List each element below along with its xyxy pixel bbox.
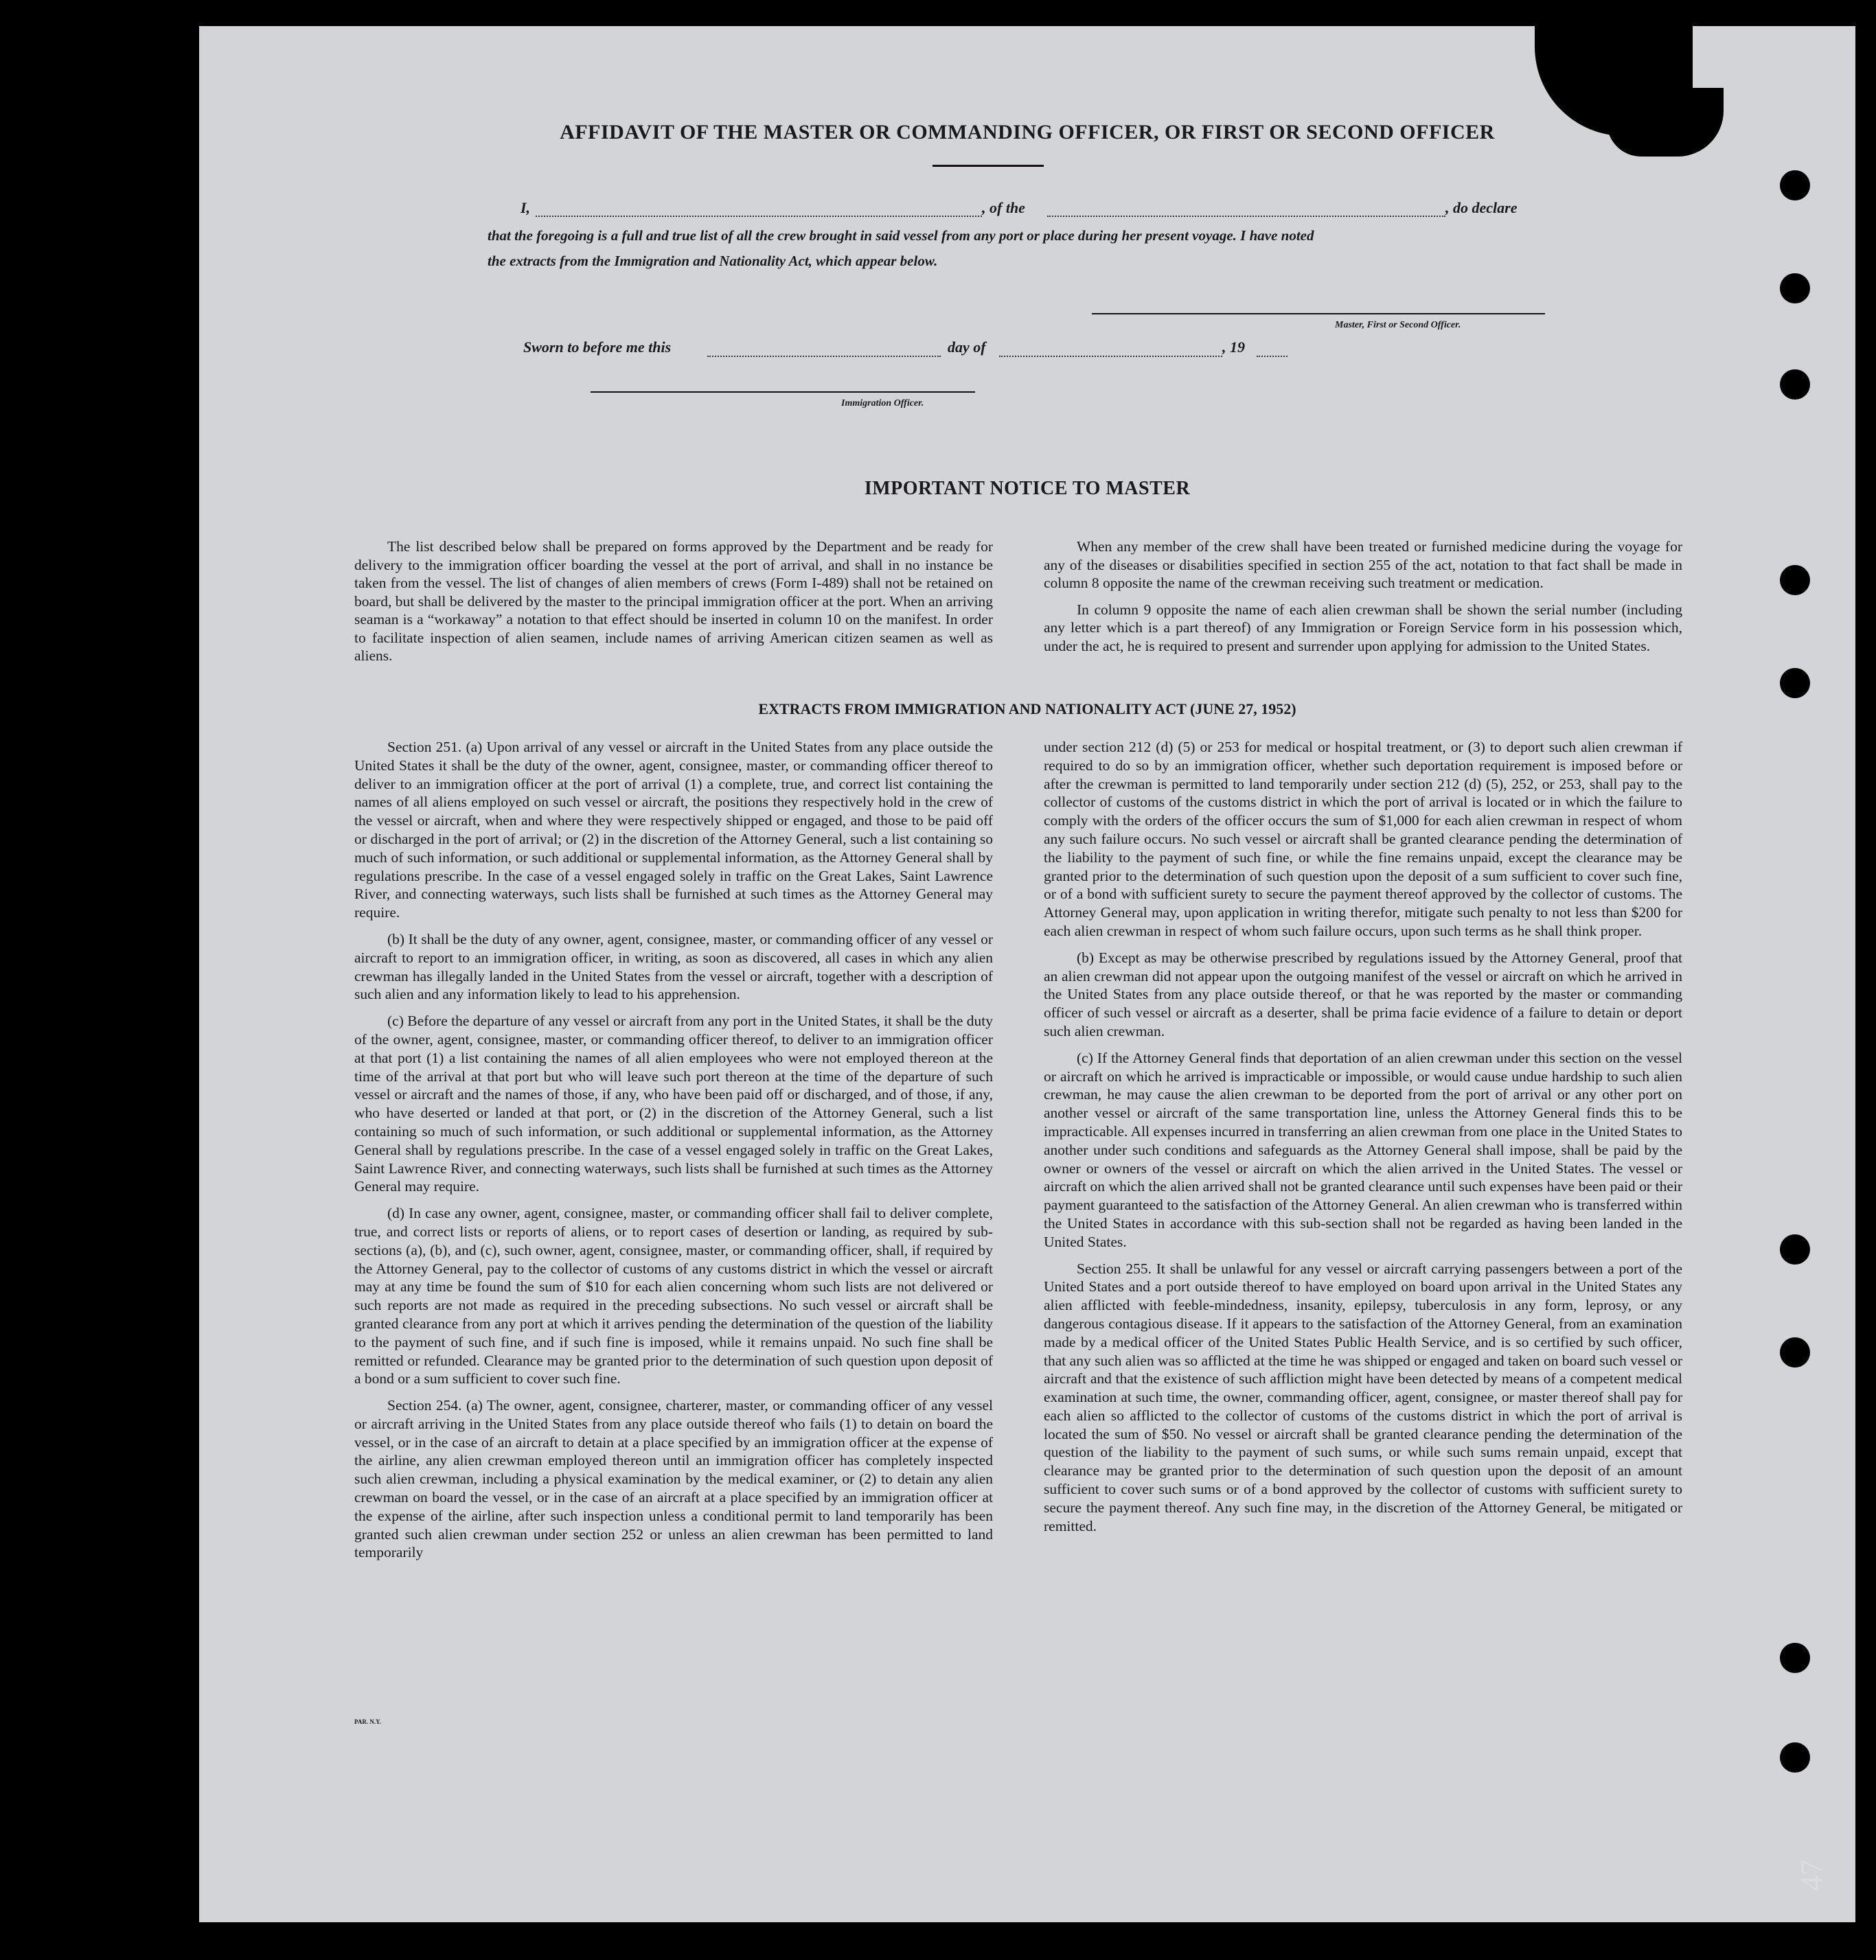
extract-section-251a: Section 251. (a) Upon arrival of any vessel or aircraft in the United States from any place outside the United States it shall be the duty of the owner, agent, consignee, master, or commanding officer thereof to deliver to an immigration officer at the port of arrival (1) a complete, true, and correct list containing the names of all aliens employed on such vessel or aircraft, the positions they respectively hold in the crew of the vessel or aircraft, when and where they were respectively shipped or engaged, and those to be paid off or discharged in the port of arrival; or (2) in the discretion of the Attorney General, such a list containing so much of such information, or such additional or supplemental information, as the Attorney General shall by regulations prescribe. In the case of a vessel engaged solely in traffic on the Great Lakes, Saint Lawrence River, and connecting waterways, such lists shall be furnished at such times as the Attorney General may require. [354, 739, 993, 921]
name-blank[interactable] [536, 216, 982, 217]
punch-hole [1780, 668, 1810, 698]
notice-right-text-1: When any member of the crew shall have been treated or furnished medicine during the voyage for any of the diseases or disabilities specified in section 255 of the act, notation to that fact shall be made in column 8 opposite the name of the crewman receiving such treatment or medication. [1044, 538, 1682, 591]
page-number: 47 [1794, 1859, 1829, 1891]
vessel-blank[interactable] [1047, 216, 1445, 217]
punch-hole [1780, 369, 1810, 400]
affidavit-line3: the extracts from the Immigration and Nationality Act, which appear below. [488, 253, 938, 269]
affidavit-do-declare: , do declare [1445, 199, 1518, 216]
extracts-title: EXTRACTS FROM IMMIGRATION AND NATIONALITY ACT (JUNE 27, 1952) [758, 700, 1296, 717]
extract-section-255: Section 255. It shall be unlawful for any vessel or aircraft carrying passengers between a port of the United States and a port outside thereof to have employed on board upon arrival in the United States any alien afflicted with feeble-mindedness, insanity, epilepsy, tuberculosis in any form, leprosy, or any dangerous contagious disease. If it appears to the satisfaction of the Attorney General, from an examination made by a medical officer of the United States Public Health Service, and is so certified by such officer, that any such alien was so afflicted at the time he was shipped or engaged and taken on board such vessel or aircraft and that the existence of such affliction might have been detected by means of a competent medical examination at such time, the owner, commanding officer, agent, consignee, or master thereof shall pay for each alien so afflicted to the collector of customs of the customs district in which the port of arrival is located the sum of $50. No vessel or aircraft shall be granted clearance pending the determination of the question of the liability to the payment of such sums, or while such sums remain unpaid, except that clearance may be granted prior to the determination of such question upon the deposit of an amount sufficient to cover such sums or of a bond approved by the collector of customs with sufficient surety to secure the payment thereof. Any such fine may, in the discretion of the Attorney General, be mitigated or remitted. [1044, 1260, 1682, 1534]
master-caption: Master, First or Second Officer. [1335, 320, 1461, 330]
day-of-label: day of [948, 338, 986, 356]
punch-hole [1780, 565, 1810, 595]
affidavit-title: AFFIDAVIT OF THE MASTER OR COMMANDING OFFICER, OR FIRST OR SECOND OFFICER [560, 121, 1495, 143]
extract-section-251d: (d) In case any owner, agent, consignee, master, or commanding officer shall fail to deliver complete, true, and correct lists or reports of aliens, or to report cases of desertion or landing, as required by sub-sections (a), (b), and (c), such owner, agent, consignee, master, or commanding officer, shall, if required by the Attorney General, pay to the collector of customs of any customs district in which the vessel or aircraft may at any time be found the sum of $10 for each alien concerning whom such lists are not delivered or such reports are not made as required in the preceding subsections. No such vessel or aircraft shall be granted clearance from any port at which it arrives pending the determination of the question of the liability to the payment of such fine, and if such fine is imposed, while it remains unpaid. No such fine shall be remitted or refunded. Clearance may be granted prior to the determination of such question upon deposit of a bond or a sum sufficient to cover such fine. [354, 1205, 993, 1387]
punch-hole [1780, 1234, 1810, 1265]
printer-mark: PAR. N.Y. [354, 1718, 382, 1725]
officer-caption: Immigration Officer. [841, 398, 924, 408]
extract-section-254c: (c) If the Attorney General finds that deportation of an alien crewman under this section on the vessel or aircraft on which he arrived is impracticable or impossible, or would cause undue hardship to such alien crewman, he may cause the alien crewman to be deported from the port of arrival or any other port on another vessel or aircraft of the same transportation line, unless the Attorney General finds this to be impracticable. All expenses incurred in transferring an alien crewman from one place in the United States to another under such conditions and safeguards as the Attorney General shall impose, shall be paid by the owner or owners of the vessel or aircraft on which the alien arrived in the United States. The vessel or aircraft on which the alien arrived shall not be granted clearance until such expenses have been paid or their payment guaranteed to the satisfaction of the Attorney General. An alien crewman who is transferred within the United States in accordance with this sub-section shall not be regarded as having been landed in the United States. [1044, 1049, 1682, 1250]
notice-left-text: The list described below shall be prepared on forms approved by the Department and be ready for delivery to the immigration officer boarding the vessel at the port of arrival, and shall in no instance be taken from the vessel. The list of changes of alien members of crews (Form I-489) shall not be retained on board, but shall be delivered by the master to the principal immigration officer at the port. When an arriving seaman is a “workaway” a notation to that effect should be inserted in column 10 on the manifest. In order to facilitate inspection of alien seamen, include names of arriving American citizen seamen as well as aliens. [354, 538, 993, 664]
notice-left-column [354, 538, 993, 673]
punch-hole [1780, 170, 1810, 200]
notice-right-column [1044, 538, 1682, 663]
punch-hole [1780, 1742, 1810, 1773]
extract-section-251b: (b) It shall be the duty of any owner, agent, consignee, master, or commanding officer of any vessel or aircraft to report to an immigration officer, in writing, as soon as discovered, all cases in which any alien crewman has illegally landed in the United States from the vessel or aircraft, together with a description of such alien and any information likely to lead to his apprehension. [354, 930, 993, 1003]
year-label: , 19 [1222, 338, 1245, 356]
extract-section-254a: Section 254. (a) The owner, agent, consignee, charterer, master, or commanding officer of any vessel or aircraft arriving in the United States from any place outside thereof who fails (1) to detain on board the vessel, or in the case of an aircraft to detain at a place specified by an immigration officer at the expense of the airline, any alien crewman employed thereon until an immigration officer has completely inspected such alien crewman, including a physical examination by the medical examiner, or (2) to detain any alien crewman on board the vessel, or in the case of an aircraft at a place specified by an immigration officer at the expense of the airline, after such inspection unless a conditional permit to land temporarily has been granted such alien crewman under section 252 or unless an alien crewman has been permitted to land temporarily [354, 1397, 993, 1561]
punch-hole [1780, 1337, 1810, 1368]
affidavit-line2: that the foregoing is a full and true list of all the crew brought in said vessel from any port or place during her present voyage. I have noted [488, 227, 1314, 244]
master-signature-line[interactable] [1092, 313, 1545, 314]
sworn-month-blank[interactable] [999, 356, 1222, 357]
document-page [199, 26, 1855, 1922]
extract-section-254a-cont: under section 212 (d) (5) or 253 for medical or hospital treatment, or (3) to deport such alien crewman if required to do so by an immigration officer, whether such deportation requirement is imposed before or after the crewman is permitted to land temporarily under section 212 (d) (5), 252, or 253, shall pay to the collector of customs of the customs district in which the port of arrival is located or in which the failure to comply with the orders of the officer occurs the sum of $1,000 for each alien crewman in respect of whom any such failure occurs. No such vessel or aircraft shall be granted clearance pending the determination of the liability to the payment of such fine, or while the fine remains unpaid, except the clearance may be granted prior to the determination of such question upon the deposit of a sum sufficient to cover such fine, or of a bond with sufficient surety to secure the payment thereof approved by the collector of customs. The Attorney General may, upon application in writing therefor, mitigate such penalty to not less than $200 for each alien crewman in respect of whom such failure occurs, upon such terms as he shall think proper. [1044, 739, 1682, 939]
extract-section-251c: (c) Before the departure of any vessel or aircraft from any port in the United States, it shall be the duty of the owner, agent, consignee, master, or commanding officer thereof, to deliver to an immigration officer at that port (1) a list containing the names of all alien employees who were not employed thereon at the time of the arrival at that port but who will leave such port thereon at the time of the departure of such vessel or aircraft and the names of those, if any, who have been paid off or discharged, and of those, if any, who have deserted or landed at that port, or (2) in the discretion of the Attorney General, such a list containing so much of such information, or such additional or supplemental information, as the Attorney General shall by regulations prescribe. In the case of a vessel engaged solely in traffic on the Great Lakes, Saint Lawrence River, and connecting waterways, such lists shall be furnished at such times as the Attorney General may require. [354, 1013, 993, 1195]
officer-signature-line[interactable] [591, 391, 975, 393]
punch-hole [1780, 273, 1810, 303]
sworn-label: Sworn to before me this [523, 338, 672, 356]
extracts-right-column [1044, 738, 1682, 1543]
title-underline [933, 165, 1044, 167]
notice-right-text-2: In column 9 opposite the name of each alien crewman shall be shown the serial number (including any letter which is a part thereof) of any Immigration or Foreign Service form in his possession which, under the act, he is required to present and surrender upon applying for admission to the United States. [1044, 601, 1682, 654]
affidavit-i-label: I, [521, 199, 531, 216]
notice-title: IMPORTANT NOTICE TO MASTER [864, 478, 1191, 499]
affidavit-of-the: , of the [982, 199, 1025, 216]
year-blank[interactable] [1257, 356, 1288, 357]
extracts-left-column [354, 738, 993, 1570]
punch-hole [1780, 1643, 1810, 1673]
sworn-day-blank[interactable] [707, 356, 941, 357]
extract-section-254b: (b) Except as may be otherwise prescribed by regulations issued by the Attorney General, proof that an alien crewman did not appear upon the outgoing manifest of the vessel or aircraft on which he arrived in the United States from any place outside thereof, or that he was reported by the master or commanding officer of such vessel or aircraft as a deserter, shall be prima facie evidence of a failure to detain or deport such alien crewman. [1044, 949, 1682, 1039]
